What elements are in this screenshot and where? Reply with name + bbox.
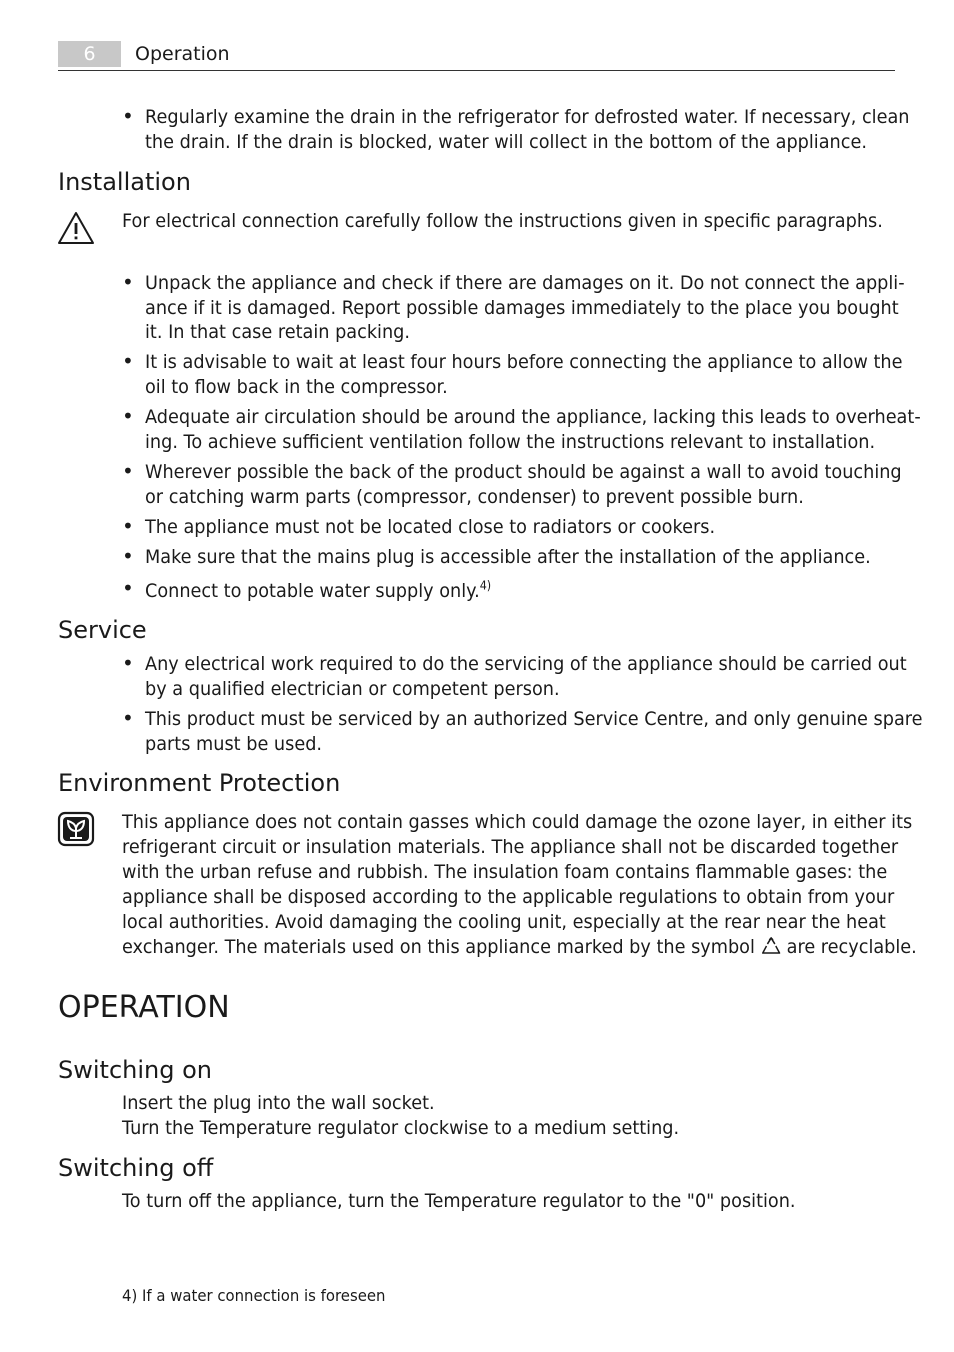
environment-line-6-end: are recyclable. [786, 936, 917, 958]
running-header-title: Operation [135, 43, 230, 65]
environment-line-3: with the urban refuse and rubbish. The insulation foam contains flammable gases: the [122, 861, 888, 883]
switching-off-text: To turn off the appliance, turn the Temperature regulator to the "0" position. [122, 1190, 796, 1212]
switching-on-heading: Switching on [58, 1056, 212, 1084]
bullet-dot: • [122, 706, 134, 730]
switching-on-line-1: Insert the plug into the wall socket. [122, 1092, 435, 1114]
switching-on-line-2: Turn the Temperature regulator clockwise to a medium setting. [122, 1117, 680, 1139]
bullet-dot: • [122, 576, 134, 600]
footnote: 4) If a water connection is foreseen [122, 1286, 386, 1305]
header-divider [58, 70, 895, 71]
installation-bullet-1-line-1: Unpack the appliance and check if there are damages on it. Do not connect the appli- [145, 272, 905, 294]
environment-heading: Environment Protection [58, 769, 341, 797]
installation-warning-text: For electrical connection carefully follow the instructions given in specific paragraphs. [122, 210, 883, 232]
installation-bullet-6: Make sure that the mains plug is accessible after the installation of the appliance. [145, 546, 871, 568]
service-bullet-2-line-2: parts must be used. [145, 733, 323, 755]
environment-icon [57, 811, 95, 847]
installation-bullet-3-line-1: Adequate air circulation should be around the appliance, lacking this leads to overheat- [145, 406, 921, 428]
installation-bullet-2-line-1: It is advisable to wait at least four hours before connecting the appliance to allow the [145, 351, 903, 373]
installation-bullet-5: The appliance must not be located close to radiators or cookers. [145, 516, 716, 538]
bullet-dot: • [122, 404, 134, 428]
installation-bullet-2-line-2: oil to flow back in the compressor. [145, 376, 448, 398]
water-supply-text: Connect to potable water supply only. [145, 580, 480, 602]
bullet-dot: • [122, 514, 134, 538]
warning-triangle-icon [57, 210, 95, 246]
installation-bullet-4-line-1: Wherever possible the back of the product should be against a wall to avoid touching [145, 461, 902, 483]
intro-bullet-line-2: the drain. If the drain is blocked, water will collect in the bottom of the appliance. [145, 131, 867, 153]
bullet-dot: • [122, 459, 134, 483]
switching-off-heading: Switching off [58, 1154, 214, 1182]
page-number: 6 [83, 43, 96, 65]
bullet-dot: • [122, 104, 134, 128]
service-heading: Service [58, 616, 147, 644]
environment-line-2: refrigerant circuit or insulation materials. The appliance shall not be discarded together [122, 836, 899, 858]
environment-line-6-start: exchanger. The materials used on this appliance marked by the symbol [122, 936, 755, 958]
installation-bullet-1-line-2: ance if it is damaged. Report possible damages immediately to the place you bought [145, 297, 899, 319]
service-bullet-1-line-1: Any electrical work required to do the servicing of the appliance should be carried out [145, 653, 907, 675]
environment-line-5: local authorities. Avoid damaging the cooling unit, especially at the rear near the heat [122, 911, 886, 933]
environment-line-1: This appliance does not contain gasses which could damage the ozone layer, in either its [122, 811, 913, 833]
service-bullet-1-line-2: by a qualified electrician or competent person. [145, 678, 560, 700]
service-bullet-2-line-1: This product must be serviced by an authorized Service Centre, and only genuine spare [145, 708, 923, 730]
bullet-dot: • [122, 270, 134, 294]
environment-line-6 [122, 935, 917, 960]
intro-bullet-line-1: Regularly examine the drain in the refrigerator for defrosted water. If necessary, clean [145, 106, 910, 128]
bullet-dot: • [122, 544, 134, 568]
installation-bullet-1-line-3: it. In that case retain packing. [145, 321, 411, 343]
operation-title: OPERATION [58, 990, 230, 1025]
bullet-dot: • [122, 651, 134, 675]
installation-bullet-4-line-2: or catching warm parts (compressor, condenser) to prevent possible burn. [145, 486, 804, 508]
footnote-ref: 4) [479, 578, 492, 593]
environment-line-4: appliance shall be disposed according to the applicable regulations to obtain from your [122, 886, 895, 908]
installation-bullet-7 [145, 579, 491, 604]
recycle-icon [761, 936, 781, 956]
installation-bullet-3-line-2: ing. To achieve sufficient ventilation follow the instructions relevant to installation. [145, 431, 876, 453]
installation-heading: Installation [58, 168, 191, 196]
bullet-dot: • [122, 349, 134, 373]
